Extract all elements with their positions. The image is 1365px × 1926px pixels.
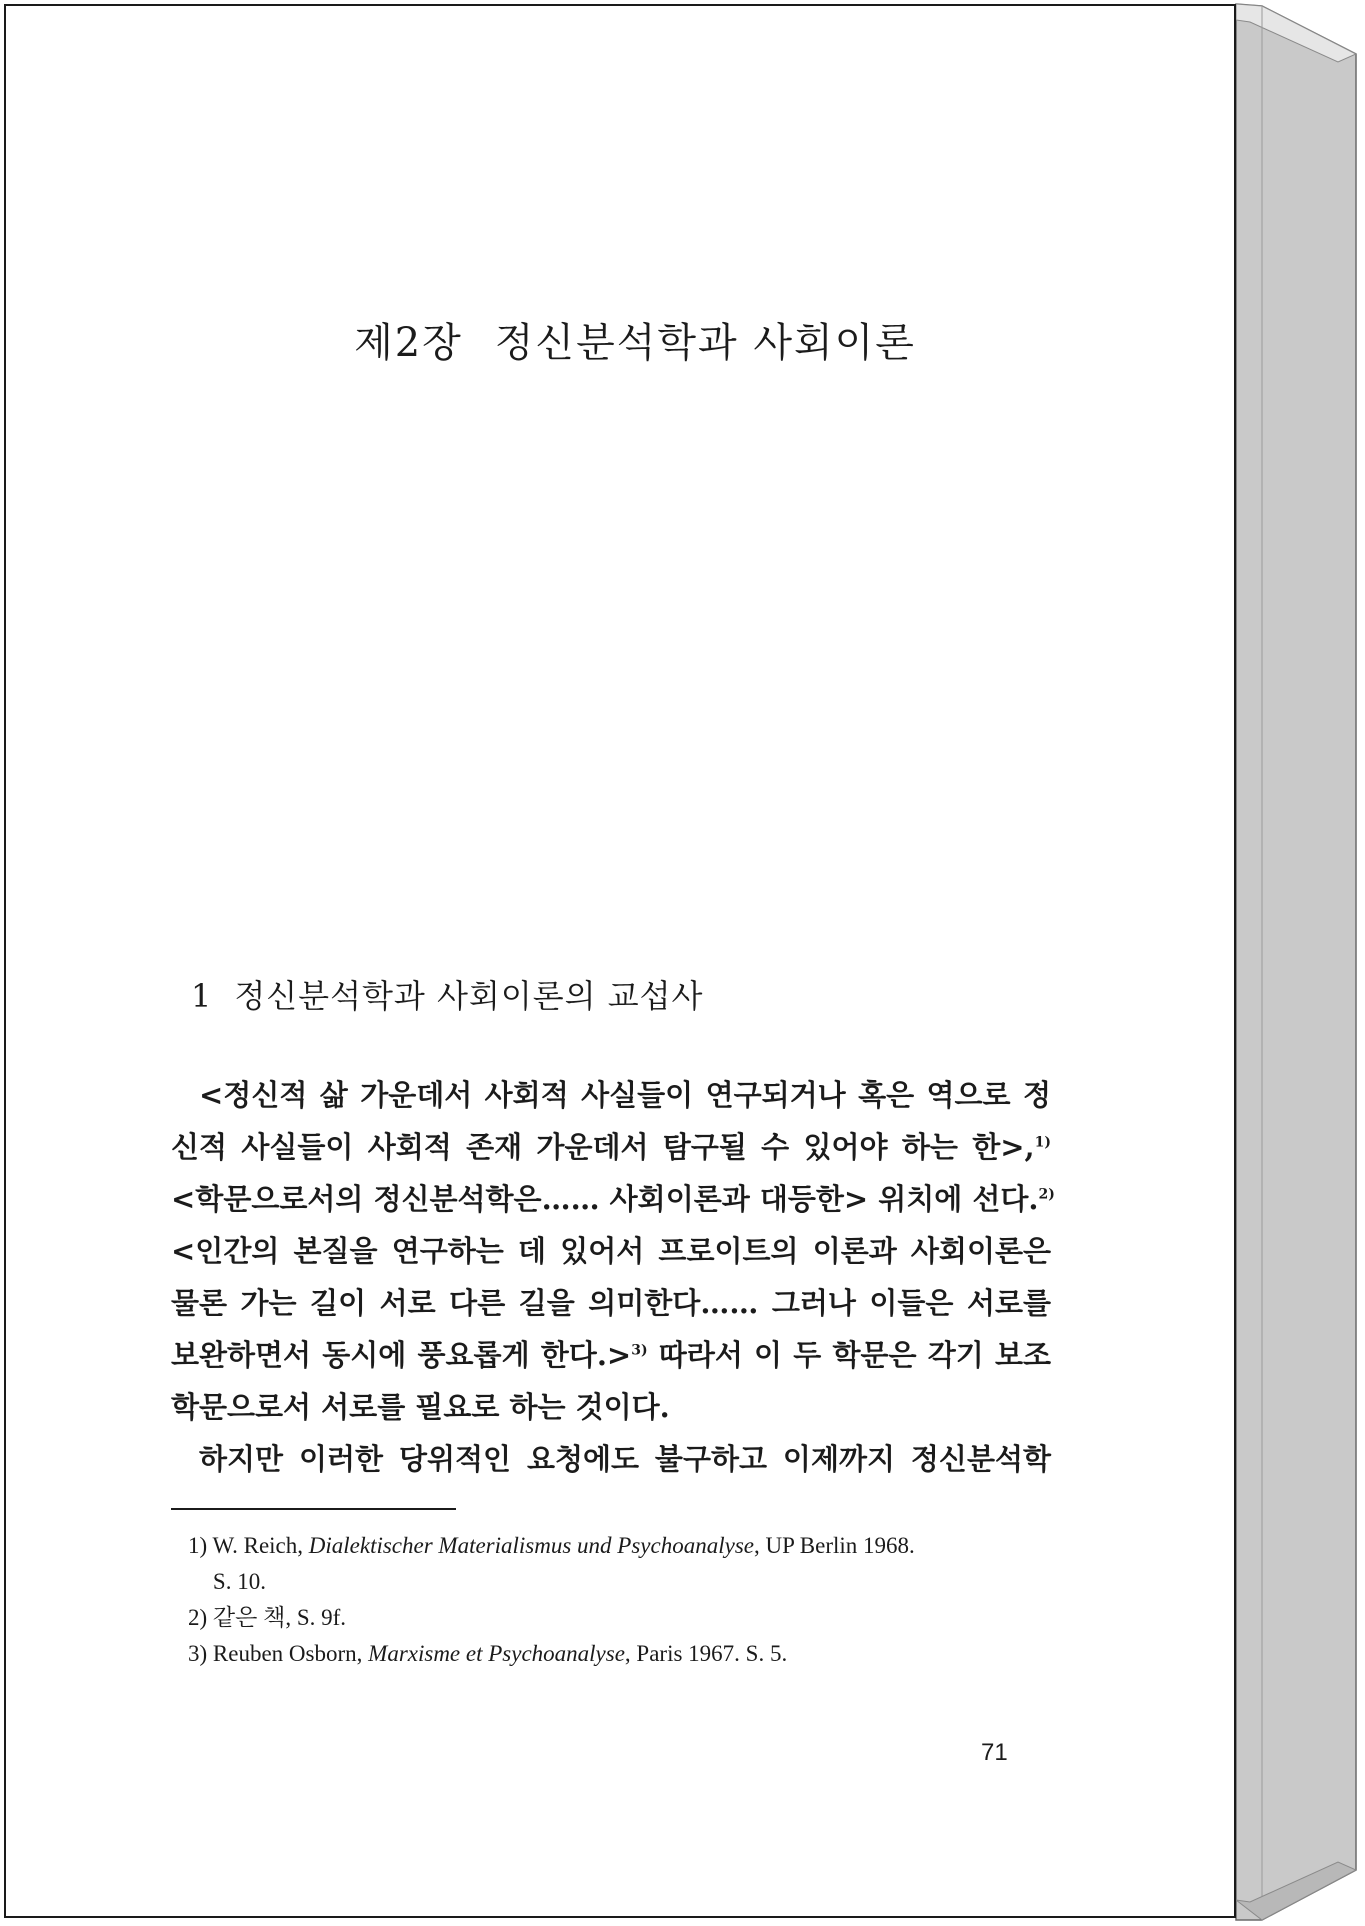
footnote-3: 3) Reuben Osborn, Marxisme et Psychoanalyse, Paris 1967. S. 5.	[188, 1641, 788, 1666]
footnote-2: 2) 같은 책, S. 9f.	[188, 1605, 347, 1630]
book-page	[4, 4, 1236, 1918]
body-line: 신적 사실들이 사회적 존재 가운데서 탐구될 수 있어야 하는 한>,$^{1)}$	[171, 1130, 1051, 1164]
chapter-title-text: 정신분석학과 사회이론	[494, 320, 916, 366]
footnote-1-continued: S. 10.	[212, 1569, 266, 1594]
note-ref-3: 3)	[631, 1342, 648, 1359]
section-title	[191, 971, 703, 1017]
body-line: 학문으로서 서로를 필요로 하는 것이다.	[171, 1390, 670, 1424]
body-line: <인간의 본질을 연구하는 데 있어서 프로이트의 이론과 사회이론은	[171, 1234, 1051, 1268]
body-line: <학문으로서의 정신분석학은…… 사회이론과 대등한> 위치에 선다.$^{2)}$	[171, 1182, 1055, 1216]
chapter-number: 제2장	[354, 320, 463, 366]
body-line: <정신적 삶 가운데서 사회적 사실들이 연구되거나 혹은 역으로 정	[199, 1078, 1051, 1112]
footnotes	[188, 1528, 1048, 1672]
note-ref-2: 2)	[1038, 1186, 1055, 1203]
page-number: 71	[981, 1739, 1008, 1766]
body-line: 보완하면서 동시에 풍요롭게 한다.>$^{3)}$ 따라서 이 두 학문은 각기 보조	[171, 1338, 1051, 1372]
body-line: 하지만 이러한 당위적인 요청에도 불구하고 이제까지 정신분석학	[199, 1442, 1051, 1476]
note-ref-1: 1)	[1034, 1134, 1051, 1151]
body-text	[171, 1069, 1055, 1485]
section-title-text: 정신분석학과 사회이론의 교섭사	[234, 977, 704, 1015]
footnote-divider	[171, 1508, 456, 1510]
chapter-title	[6, 311, 1234, 368]
section-number: 1	[191, 977, 213, 1015]
footnote-1: 1) W. Reich, Dialektischer Materialismus und Psychoanalyse, UP Berlin 1968.	[188, 1533, 915, 1558]
body-line: 물론 가는 길이 서로 다른 길을 의미한다…… 그러나 이들은 서로를	[171, 1286, 1051, 1320]
